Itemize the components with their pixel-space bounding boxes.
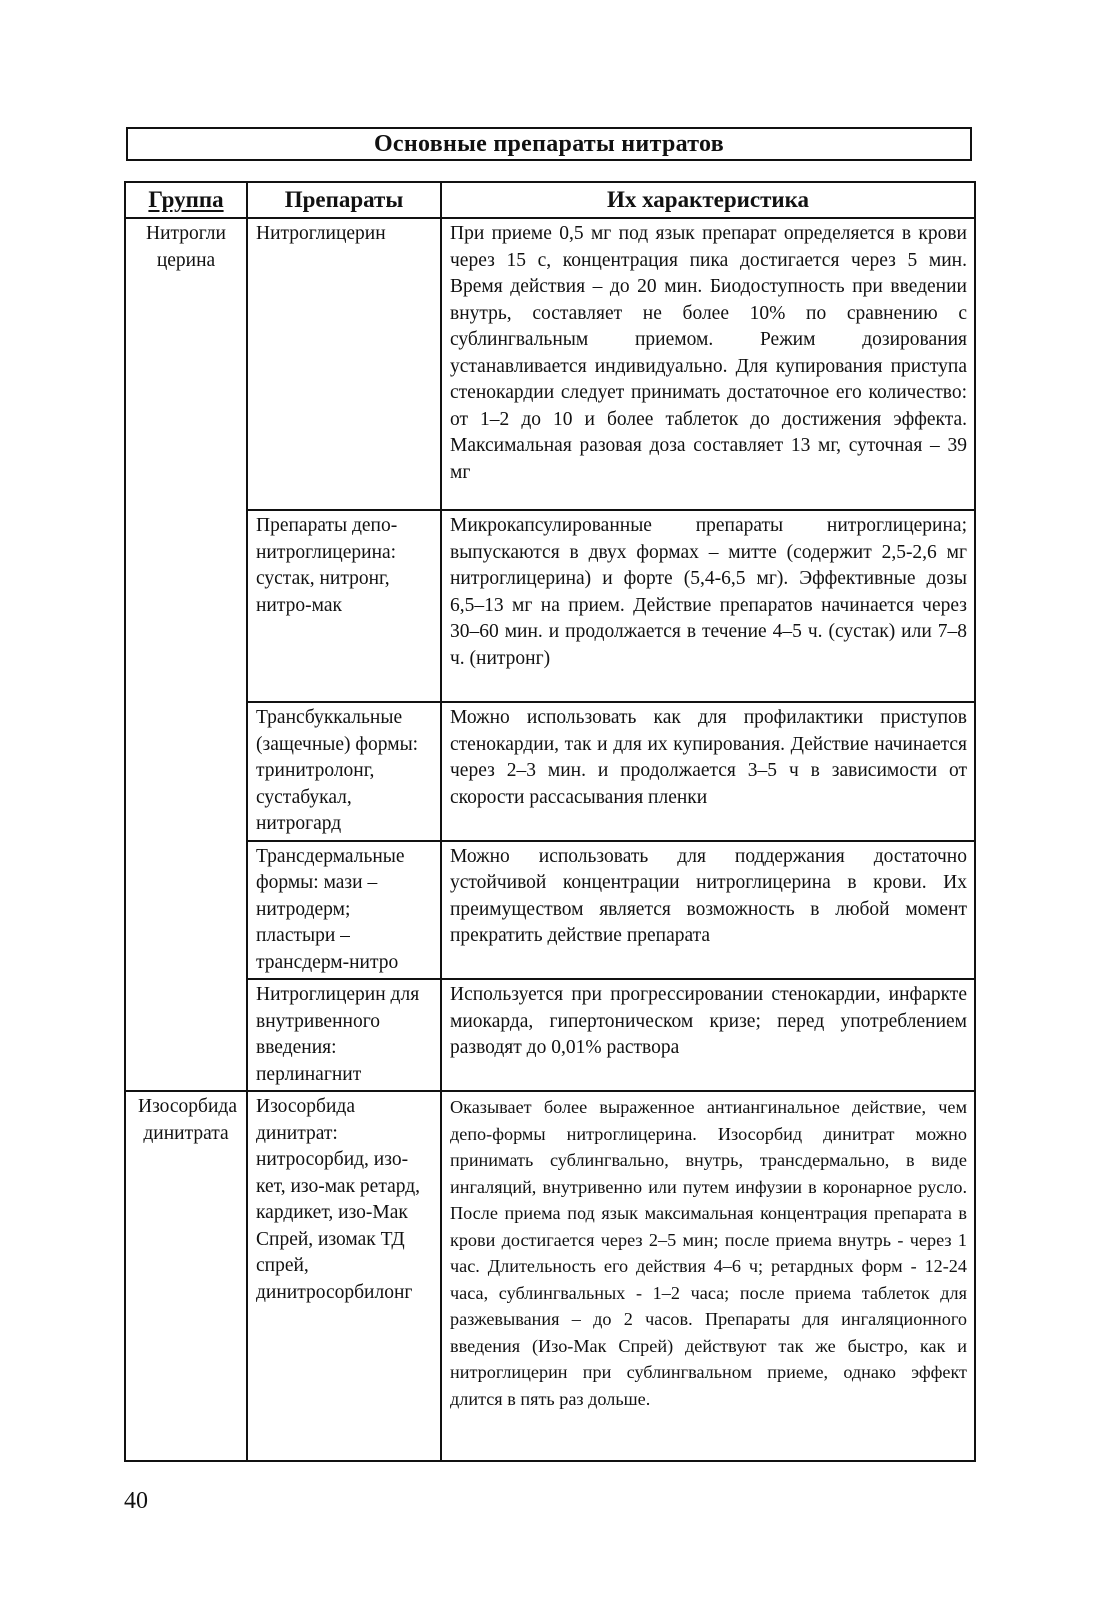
table-row <box>125 510 975 702</box>
characteristics-cell: При приеме 0,5 мг под язык препарат определяется в крови через 15 с, концентрация пика достигается через 5 мин. Время действия – до 20 мин. Биодоступность при введении внутрь, составляет не более 10% по сравнению с сублингвальным приемом. Режим дозирования устанавливается индивидуально. Для купирования приступа стенокардии следует принимать достаточное его количество: от 1–2 до 10 и более таблеток до достижения эффекта. Максимальная разовая доза составляет 13 мг, суточная – 39 мг <box>441 218 975 510</box>
table-row <box>125 218 975 510</box>
drugs-cell: Трансбуккальные (защечные) формы: тринитролонг, сустабукал, нитрогард <box>247 702 441 841</box>
table-row <box>125 702 975 841</box>
table-row <box>125 1091 975 1461</box>
drugs-cell: Препараты депо-нитроглицерина: сустак, нитронг, нитро-мак <box>247 510 441 702</box>
characteristics-cell: Оказывает более выраженное антиангинальное действие, чем депо-формы нитроглицерина. Изосорбид динитрат можно принимать сублингвально, внутрь, трансдермально, в виде ингаляций, внутривенно или путем инфузии в коронарное русло. После приема под язык максимальная концентрация препарата в крови достигается через 2–5 мин; после приема внутрь - через 1 час. Длительность его действия 4–6 ч; ретардных форм - 12-24 часа, сублингвальных - 1–2 часа; после приема таблеток для разжевывания – до 2 часов. Препараты для ингаляционного введения (Изо-Мак Спрей) действуют так же быстро, как и нитроглицерин при сублингвальном приеме, однако эффект длится в пять раз дольше. <box>441 1091 975 1461</box>
table-title: Основные препараты нитратов <box>373 130 725 157</box>
group-name: Изосорбида динитрата <box>138 1096 237 1144</box>
drugs-cell: Трансдермальные формы: мази – нитродерм; пластыри – трансдерм-нитро <box>247 841 441 980</box>
table-title-box <box>126 127 972 161</box>
group-name: Нитроглицерина <box>146 223 226 271</box>
nitrates-table <box>124 181 976 1462</box>
drugs-cell: Изосорбида динитрат: нитросорбид, изо-кет, изо-мак ретард, кардикет, изо-Мак Спрей, изомак ТД спрей, динитросорбилонг <box>247 1091 441 1461</box>
table-header-row <box>125 182 975 218</box>
characteristics-cell: Можно использовать как для профилактики приступов стенокардии, так и для их купирования. Действие начинается через 2–3 мин. и продолжается 3–5 ч в зависимости от скорости рассасывания пленки <box>441 702 975 841</box>
header-drugs: Препараты <box>247 182 441 218</box>
characteristics-cell: Микрокапсулированные препараты нитроглицерина; выпускаются в двух формах – митте (содержит 2,5-2,6 мг нитроглицерина) и форте (5,4-6,5 мг). Эффективные дозы 6,5–13 мг на прием. Действие препаратов начинается через 30–60 мин. и продолжается в течение 4–5 ч. (сустак) или 7–8 ч. (нитронг) <box>441 510 975 702</box>
characteristics-cell: Используется при прогрессировании стенокардии, инфаркте миокарда, гипертоническом кризе; перед употреблением разводят до 0,01% раствора <box>441 979 975 1091</box>
characteristics-cell: Можно использовать для поддержания достаточно устойчивой концентрации нитроглицерина в крови. Их преимуществом является возможность в любой момент прекратить действие препарата <box>441 841 975 980</box>
header-group: Группа <box>125 182 247 218</box>
page-number: 40 <box>124 1488 148 1514</box>
drugs-cell: Нитроглицерин для внутривенного введения: перлинагнит <box>247 979 441 1091</box>
group-cell-nitroglycerin <box>125 218 247 1091</box>
drugs-cell: Нитроглицерин <box>247 218 441 510</box>
table-row <box>125 979 975 1091</box>
table-row <box>125 841 975 980</box>
header-characteristics: Их характеристика <box>441 182 975 218</box>
group-cell-isosorbide <box>125 1091 247 1461</box>
